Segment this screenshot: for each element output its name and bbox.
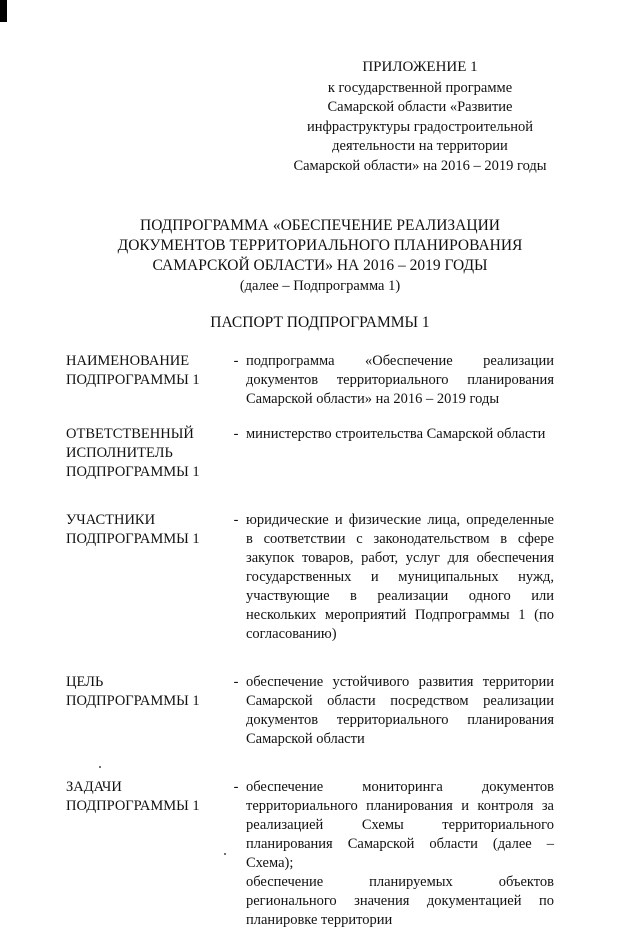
row-label-line: ПОДПРОГРАММЫ 1	[66, 693, 200, 709]
row-separator: -	[233, 779, 239, 795]
passport-title: ПАСПОРТ ПОДПРОГРАММЫ 1	[210, 314, 430, 331]
row-label-line: НАИМЕНОВАНИЕ	[66, 353, 190, 369]
row-value	[246, 778, 554, 930]
appendix-title: ПРИЛОЖЕНИЕ 1	[362, 59, 478, 75]
row-label-line: ЦЕЛЬ	[66, 674, 104, 690]
row-value-text: обеспечение планируемых объектов регионального значения документацией по планировке территории	[246, 874, 554, 928]
row-value-text: юридические и физические лица, определенные в соответствии с законодательством в сфере закупок товаров, работ, услуг для обеспечения государственных и муниципальных нужд, участвующие в реализации одного или нескольких мероприятий Подпрограммы 1 (по согласованию)	[246, 512, 554, 642]
row-value	[246, 511, 554, 644]
row-separator: -	[233, 512, 239, 528]
appendix-line: Самарской области «Развитие	[327, 99, 513, 115]
passport-table	[66, 352, 586, 930]
row-label	[66, 778, 226, 816]
appendix-line: Самарской области» на 2016 – 2019 годы	[293, 157, 547, 174]
passport-row-participants	[66, 511, 586, 644]
row-label-line: ПОДПРОГРАММЫ 1	[66, 798, 200, 814]
passport-row-name	[66, 352, 586, 409]
scan-edge-mark	[0, 0, 7, 22]
row-separator: -	[233, 353, 239, 369]
row-label	[66, 425, 226, 482]
scan-speck	[224, 853, 226, 855]
appendix-line: деятельности на территории	[332, 138, 508, 154]
row-value	[246, 425, 554, 444]
row-label-line: ПОДПРОГРАММЫ 1	[66, 372, 200, 388]
row-value-text: обеспечение устойчивого развития территории Самарской области посредством реализации документов территориального планирования Самарской области	[246, 674, 554, 747]
row-label-line: УЧАСТНИКИ	[66, 512, 156, 528]
appendix-line: инфраструктуры градостроительной	[307, 118, 533, 135]
subprogram-note: (далее – Подпрограмма 1)	[239, 278, 401, 294]
row-label-line: ОТВЕТСТВЕННЫЙ	[66, 426, 194, 442]
row-value-text: обеспечение мониторинга документов территориального планирования и контроля за реализацией Схемы территориального планирования Самарской области (далее – Схема);	[246, 779, 554, 871]
row-label	[66, 673, 226, 711]
row-value-text: министерство строительства Самарской области	[246, 426, 546, 442]
row-value	[246, 673, 554, 749]
passport-row-goal	[66, 673, 586, 749]
appendix-line: к государственной программе	[327, 79, 513, 96]
row-label	[66, 511, 226, 549]
row-value	[246, 352, 554, 409]
row-separator: -	[233, 426, 239, 442]
subprogram-heading	[60, 216, 580, 296]
row-label-line: ПОДПРОГРАММЫ 1	[66, 464, 200, 480]
subprogram-title-line: САМАРСКОЙ ОБЛАСТИ» НА 2016 – 2019 ГОДЫ	[152, 257, 488, 274]
row-label-line: ПОДПРОГРАММЫ 1	[66, 531, 200, 547]
passport-row-tasks	[66, 778, 586, 930]
subprogram-title-line: ПОДПРОГРАММА «ОБЕСПЕЧЕНИЕ РЕАЛИЗАЦИИ	[140, 217, 500, 234]
row-label-line: ЗАДАЧИ	[66, 779, 122, 795]
row-label	[66, 352, 226, 390]
row-value-text: подпрограмма «Обеспечение реализации документов территориального планирования Самарской области» на 2016 – 2019 годы	[246, 353, 554, 407]
appendix-header	[280, 58, 560, 176]
subprogram-title-line: ДОКУМЕНТОВ ТЕРРИТОРИАЛЬНОГО ПЛАНИРОВАНИЯ	[117, 237, 523, 254]
scan-speck	[99, 766, 101, 768]
row-label-line: ИСПОЛНИТЕЛЬ	[66, 445, 173, 461]
passport-row-executor	[66, 425, 586, 482]
row-separator: -	[233, 674, 239, 690]
